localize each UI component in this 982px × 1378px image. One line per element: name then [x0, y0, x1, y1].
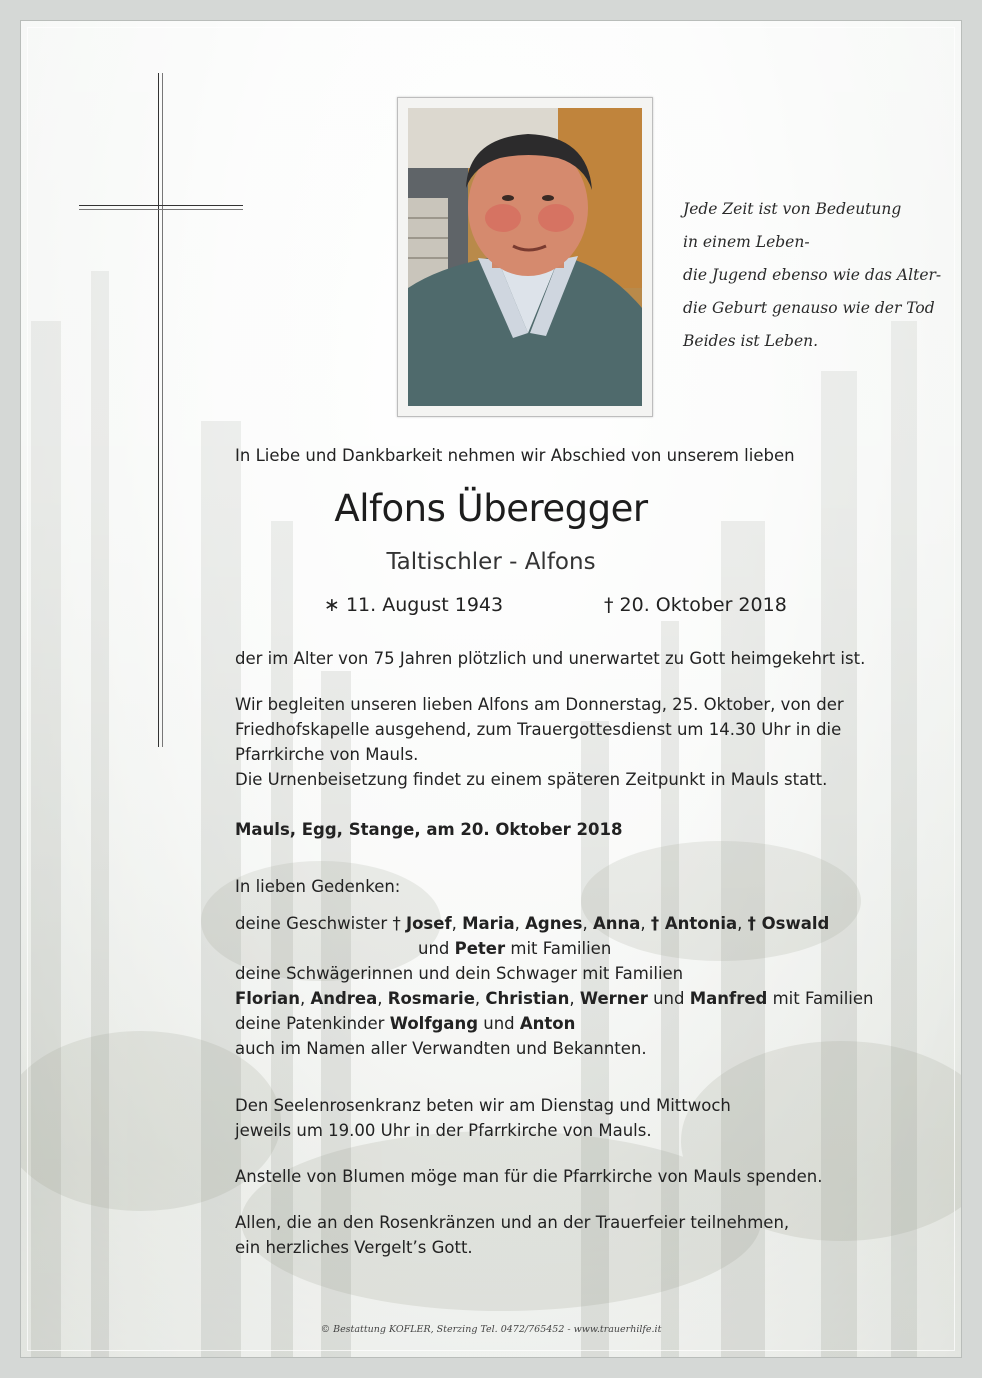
thanks-line: ein herzliches Vergelt’s Gott.	[235, 1238, 473, 1257]
poem-line: in einem Leben-	[683, 233, 810, 251]
family-line-relatives: auch im Namen aller Verwandten und Bekannten.	[235, 1039, 647, 1058]
sibling-name: Josef	[405, 914, 452, 933]
godchild-name: Wolfgang	[389, 1014, 479, 1033]
rosary-line: Den Seelenrosenkranz beten wir am Dienstag und Mittwoch	[235, 1096, 731, 1115]
family-line-godchildren	[235, 1011, 874, 1036]
and-prefix: und	[418, 939, 455, 958]
inlaw-name: Rosmarie	[387, 989, 475, 1008]
inlaw-name: Manfred	[689, 989, 768, 1008]
funeral-line: Pfarrkirche von Mauls.	[235, 745, 419, 764]
footer-credit: © Bestattung KOFLER, Sterzing Tel. 0472/765452 - www.trauerhilfe.it	[320, 1324, 662, 1335]
sibling-name: Anna	[592, 914, 641, 933]
poem-line: die Jugend ebenso wie das Alter-	[683, 266, 942, 284]
flowers-note: Anstelle von Blumen möge man für die Pfarrkirche von Mauls spenden.	[235, 1167, 823, 1186]
godchild-name: Anton	[519, 1014, 576, 1033]
godchildren-prefix: deine Patenkinder	[235, 1014, 390, 1033]
inlaw-name: Andrea	[310, 989, 378, 1008]
siblings-prefix: deine Geschwister †	[235, 914, 406, 933]
nickname: Taltischler - Alfons	[386, 549, 596, 575]
and-word: und	[647, 989, 690, 1008]
funeral-line: Wir begleiten unseren lieben Alfons am Donnerstag, 25. Oktober, von der	[235, 695, 844, 714]
poem	[683, 193, 941, 358]
birth-date: ∗ 11. August 1943	[324, 594, 504, 616]
cross-icon-beam	[79, 205, 243, 211]
sibling-name: † Antonia	[650, 914, 738, 933]
with-families: mit Familien	[505, 939, 612, 958]
thanks-paragraph	[235, 1210, 789, 1260]
sibling-name: Agnes	[525, 914, 583, 933]
rosary-paragraph	[235, 1093, 731, 1143]
poem-line: Jede Zeit ist von Bedeutung	[683, 200, 902, 218]
inlaw-name: Christian	[485, 989, 570, 1008]
cross-icon	[158, 73, 164, 747]
family-line-siblings: deine Geschwister † Josef, Maria, Agnes, Anna, † Antonia, † Oswald	[235, 914, 830, 933]
family-line-peter	[235, 936, 874, 961]
inlaw-name: Werner	[579, 989, 648, 1008]
intro-text: In Liebe und Dankbarkeit nehmen wir Abschied von unserem lieben	[235, 446, 795, 465]
with-families: mit Familien	[767, 989, 874, 1008]
funeral-line: Die Urnenbeisetzung findet zu einem späteren Zeitpunkt in Mauls statt.	[235, 770, 828, 789]
poem-line: die Geburt genauso wie der Tod	[683, 299, 935, 317]
place-date: Mauls, Egg, Stange, am 20. Oktober 2018	[235, 820, 623, 839]
family-list	[235, 911, 874, 1061]
thanks-line: Allen, die an den Rosenkränzen und an der Trauerfeier teilnehmen,	[235, 1213, 790, 1232]
age-line: der im Alter von 75 Jahren plötzlich und unerwartet zu Gott heimgekehrt ist.	[235, 649, 866, 668]
rosary-line: jeweils um 19.00 Uhr in der Pfarrkirche von Mauls.	[235, 1121, 652, 1140]
poem-line: Beides ist Leben.	[683, 332, 819, 350]
memory-heading: In lieben Gedenken:	[235, 877, 401, 896]
portrait-photo	[408, 108, 642, 406]
death-date: † 20. Oktober 2018	[604, 594, 787, 616]
sibling-name: † Oswald	[747, 914, 830, 933]
family-line-inlaws-heading: deine Schwägerinnen und dein Schwager mit Familien	[235, 964, 684, 983]
funeral-paragraph	[235, 692, 844, 792]
sibling-name: Peter	[454, 939, 506, 958]
family-line-inlaws: Florian, Andrea, Rosmarie, Christian, Werner und Manfred mit Familien	[235, 989, 874, 1008]
obituary-card	[20, 20, 962, 1358]
and-word: und	[478, 1014, 520, 1033]
funeral-line: Friedhofskapelle ausgehend, zum Trauergottesdienst um 14.30 Uhr in die	[235, 720, 842, 739]
deceased-name: Alfons Überegger	[334, 487, 648, 530]
inlaw-name: Florian	[235, 989, 300, 1008]
portrait-frame	[397, 97, 653, 417]
sibling-name: Maria	[462, 914, 515, 933]
